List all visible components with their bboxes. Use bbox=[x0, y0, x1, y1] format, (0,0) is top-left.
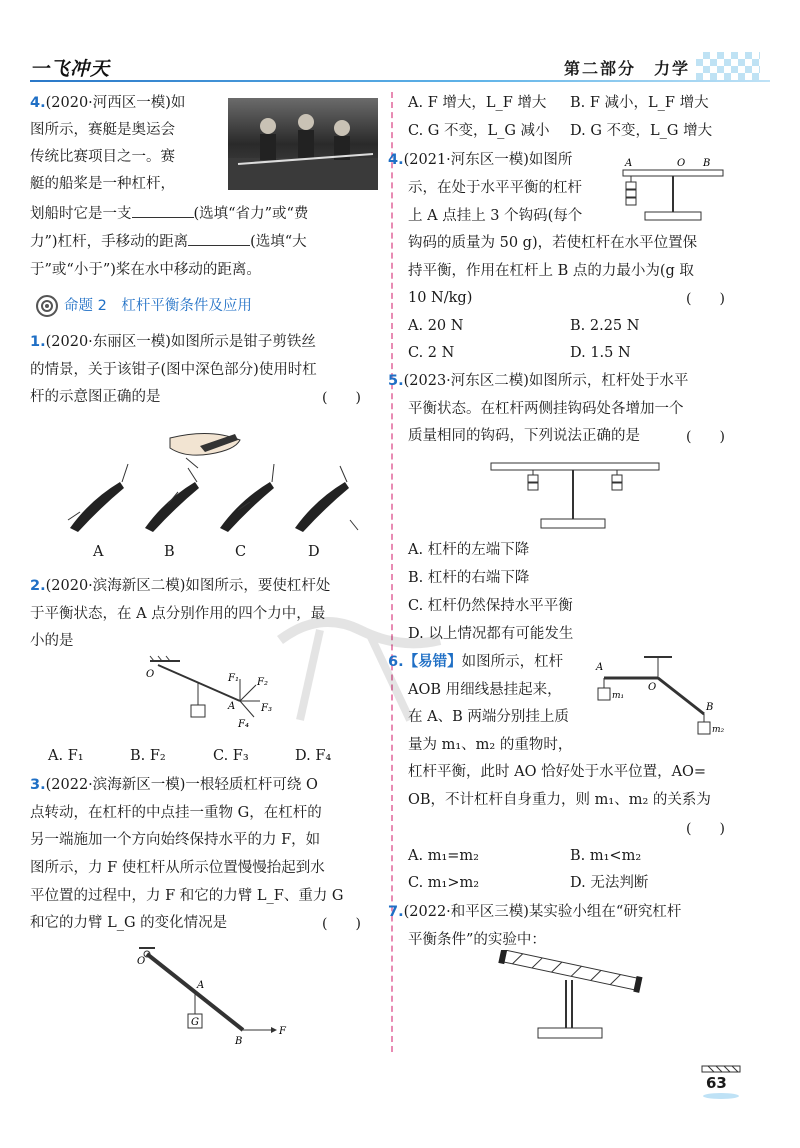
q4-lever-figure bbox=[615, 152, 730, 227]
q5-line-3: 质量相同的钩码，下列说法正确的是 bbox=[408, 428, 640, 444]
q1-option-c[interactable]: C bbox=[235, 544, 247, 560]
option-d-diagram bbox=[295, 466, 358, 532]
q4-left-line-6 bbox=[30, 232, 307, 252]
q6-line-2: AOB 用细线悬挂起来， bbox=[408, 682, 562, 698]
q6-line-5: 杠杆平衡，此时 AO 恰好处于水平位置，AO= bbox=[408, 764, 707, 780]
q1-line-2: 的情景，关于该钳子(图中深色部分)使用时杠 bbox=[30, 362, 317, 378]
q7-lever-figure bbox=[490, 950, 650, 1045]
answer-paren[interactable]: ( ) bbox=[686, 429, 725, 445]
header-decoration bbox=[696, 52, 760, 80]
q4-left-line-3: 传统比赛项目之一。赛 bbox=[30, 149, 175, 165]
q3-line-1 bbox=[30, 775, 318, 795]
q5-option-a[interactable]: A. 杠杆的左端下降 bbox=[408, 542, 530, 558]
q1-line-1 bbox=[30, 332, 316, 352]
mass-m1-label: m₁ bbox=[612, 691, 625, 701]
q3-line-5: 平位置的过程中，力 F 和它的力臂 L_F、重力 G bbox=[30, 888, 344, 904]
q4-left-line-7: 于”或“小于”)桨在水中移动的距离。 bbox=[30, 262, 261, 278]
pliers-figure bbox=[60, 420, 370, 560]
q3-line-6: 和它的力臂 L_G 的变化情况是 bbox=[30, 915, 228, 931]
q3-line-2: 点转动，在杠杆的中点挂一重物 G，在杠杆的 bbox=[30, 805, 322, 821]
q2-option-d[interactable]: D. F₄ bbox=[295, 748, 332, 764]
question-text: (2022·滨海新区一模)一根轻质杠杆可绕 O bbox=[45, 777, 318, 793]
q6-option-b[interactable]: B. m₁<m₂ bbox=[570, 848, 642, 864]
question-number: 3. bbox=[30, 777, 46, 793]
q3-option-b[interactable]: B. F 减小，L_F 增大 bbox=[570, 95, 709, 111]
point-a-label: A bbox=[596, 662, 604, 673]
point-b-label: B bbox=[703, 158, 711, 169]
point-o-label: O bbox=[137, 956, 146, 967]
rowing-illustration bbox=[228, 98, 378, 190]
page-number: 63 bbox=[706, 1074, 727, 1092]
q6-option-c[interactable]: C. m₁>m₂ bbox=[408, 875, 480, 891]
answer-paren[interactable]: ( ) bbox=[686, 821, 725, 837]
question-text: 力”)杠杆，手移动的距离 bbox=[30, 234, 189, 250]
point-o-label: O bbox=[146, 669, 155, 680]
answer-blank[interactable] bbox=[188, 232, 250, 246]
q3-option-d[interactable]: D. G 不变，L_G 增大 bbox=[570, 123, 713, 139]
q4-left-line-1 bbox=[30, 93, 185, 113]
question-number: 7. bbox=[388, 904, 404, 920]
q4-right-line-2: 示，在处于水平平衡的杠杆 bbox=[408, 180, 582, 196]
force-f4-label: F₄ bbox=[238, 719, 249, 730]
question-text: (2020·东丽区一模)如图所示是钳子剪铁丝 bbox=[45, 334, 316, 350]
q4-right-line-1 bbox=[388, 150, 572, 170]
q2-line-2: 于平衡状态，在 A 点分别作用的四个力中，最 bbox=[30, 606, 326, 622]
question-text: (2023·河东区二模)如图所示，杠杆处于水平 bbox=[403, 373, 689, 389]
q4-left-line-2: 图所示，赛艇是奥运会 bbox=[30, 122, 175, 138]
q6-line-6: OB，不计杠杆自身重力，则 m₁、m₂ 的关系为 bbox=[408, 792, 711, 808]
q7-line-2: 平衡条件”的实验中： bbox=[408, 932, 546, 948]
q1-option-b[interactable]: B bbox=[164, 544, 175, 560]
q2-option-b[interactable]: B. F₂ bbox=[130, 748, 166, 764]
question-text: 如图所示，杠杆 bbox=[461, 654, 564, 670]
q4-right-line-4: 钩码的质量为 50 g)，若使杠杆在水平位置保 bbox=[408, 235, 698, 251]
question-number: 6. bbox=[388, 654, 404, 670]
mass-m2-label: m₂ bbox=[712, 725, 725, 735]
question-text: (选填“大 bbox=[250, 234, 307, 250]
topic-heading: 命题 2 杠杆平衡条件及应用 bbox=[64, 298, 252, 314]
q4-left-line-5 bbox=[30, 204, 308, 224]
question-text: (2022·和平区三模)某实验小组在“研究杠杆 bbox=[403, 904, 682, 920]
q2-option-a[interactable]: A. F₁ bbox=[48, 748, 84, 764]
question-text: 划船时它是一支 bbox=[30, 206, 132, 222]
q1-line-3: 杆的示意图正确的是 bbox=[30, 389, 161, 405]
q6-option-d[interactable]: D. 无法判断 bbox=[570, 875, 649, 891]
target-icon bbox=[36, 295, 58, 317]
answer-paren[interactable]: ( ) bbox=[322, 916, 361, 932]
point-b-label: B bbox=[235, 1036, 243, 1047]
force-f-label: F bbox=[279, 1026, 286, 1037]
q6-line-4: 量为 m₁、m₂ 的重物时， bbox=[408, 737, 573, 753]
question-text: (选填“省力”或“费 bbox=[193, 206, 309, 222]
q1-option-a[interactable]: A bbox=[93, 544, 104, 560]
q5-lever-figure bbox=[485, 455, 665, 535]
q7-line-1 bbox=[388, 902, 681, 922]
page-header bbox=[0, 48, 800, 94]
section-title: 第二部分 力学 bbox=[563, 59, 690, 78]
q2-line-1 bbox=[30, 576, 330, 596]
question-number: 4. bbox=[388, 152, 404, 168]
header-rule bbox=[30, 80, 770, 82]
question-text: (2020·河西区一模)如 bbox=[45, 95, 186, 111]
question-number: 2. bbox=[30, 578, 46, 594]
rowing-photo bbox=[228, 98, 378, 190]
option-b-diagram bbox=[145, 468, 199, 532]
q4-left-line-4: 艇的船桨是一种杠杆， bbox=[30, 176, 175, 192]
q4-option-b[interactable]: B. 2.25 N bbox=[570, 318, 640, 334]
q6-lever-figure bbox=[592, 652, 732, 747]
q5-option-d[interactable]: D. 以上情况都有可能发生 bbox=[408, 626, 574, 642]
force-f1-label: F₁ bbox=[228, 673, 239, 684]
q4-right-line-5: 持平衡，作用在杠杆上 B 点的力最小为(g 取 bbox=[408, 263, 694, 279]
point-o-label: O bbox=[648, 682, 657, 693]
point-a-label: A bbox=[197, 980, 205, 991]
force-f2-label: F₂ bbox=[257, 677, 268, 688]
point-o-label: O bbox=[677, 158, 686, 169]
answer-blank[interactable] bbox=[132, 204, 194, 218]
question-text: (2020·滨海新区二模)如图所示，要使杠杆处 bbox=[45, 578, 331, 594]
q3-line-4: 图所示，力 F 使杠杆从所示位置慢慢抬起到水 bbox=[30, 860, 325, 876]
question-text: (2021·河东区一模)如图所 bbox=[403, 152, 573, 168]
q4-option-d[interactable]: D. 1.5 N bbox=[570, 345, 631, 361]
q5-line-2: 平衡状态。在杠杆两侧挂钩码处各增加一个 bbox=[408, 401, 684, 417]
q6-line-1 bbox=[388, 652, 563, 672]
force-f3-label: F₃ bbox=[261, 703, 272, 714]
question-number: 1. bbox=[30, 334, 46, 350]
q2-option-c[interactable]: C. F₃ bbox=[213, 748, 249, 764]
weight-g-label: G bbox=[191, 1017, 199, 1028]
answer-paren[interactable]: ( ) bbox=[686, 291, 725, 307]
q5-line-1 bbox=[388, 371, 688, 391]
point-a-label: A bbox=[625, 158, 633, 169]
q3-option-c[interactable]: C. G 不变，L_G 减小 bbox=[408, 123, 550, 139]
q4-right-line-6: 10 N/kg) bbox=[408, 290, 473, 306]
pliers-photo bbox=[170, 433, 240, 468]
q6-option-a[interactable]: A. m₁=m₂ bbox=[408, 848, 479, 864]
q6-line-3: 在 A、B 两端分别挂上质 bbox=[408, 709, 569, 725]
option-a-diagram bbox=[68, 464, 128, 532]
q5-option-b[interactable]: B. 杠杆的右端下降 bbox=[408, 570, 530, 586]
question-tag: 【易错】 bbox=[403, 653, 462, 670]
q2-lever-figure bbox=[140, 655, 280, 735]
q4-option-a[interactable]: A. 20 N bbox=[408, 318, 464, 334]
q3-lever-figure bbox=[135, 942, 295, 1047]
q5-option-c[interactable]: C. 杠杆仍然保持水平平衡 bbox=[408, 598, 573, 614]
brand-title: 一飞冲天 bbox=[30, 58, 111, 80]
q4-option-c[interactable]: C. 2 N bbox=[408, 345, 455, 361]
option-c-diagram bbox=[220, 464, 274, 532]
q1-option-d[interactable]: D bbox=[308, 544, 320, 560]
q3-option-a[interactable]: A. F 增大，L_F 增大 bbox=[408, 95, 547, 111]
point-a-label: A bbox=[228, 701, 236, 712]
q2-line-3: 小的是 bbox=[30, 633, 74, 649]
q4-right-line-3: 上 A 点挂上 3 个钩码(每个 bbox=[408, 208, 583, 224]
question-number: 5. bbox=[388, 373, 404, 389]
question-number: 4. bbox=[30, 95, 46, 111]
q3-line-3: 另一端施加一个方向始终保持水平的力 F，如 bbox=[30, 832, 321, 848]
point-b-label: B bbox=[706, 702, 714, 713]
answer-paren[interactable]: ( ) bbox=[322, 390, 361, 406]
